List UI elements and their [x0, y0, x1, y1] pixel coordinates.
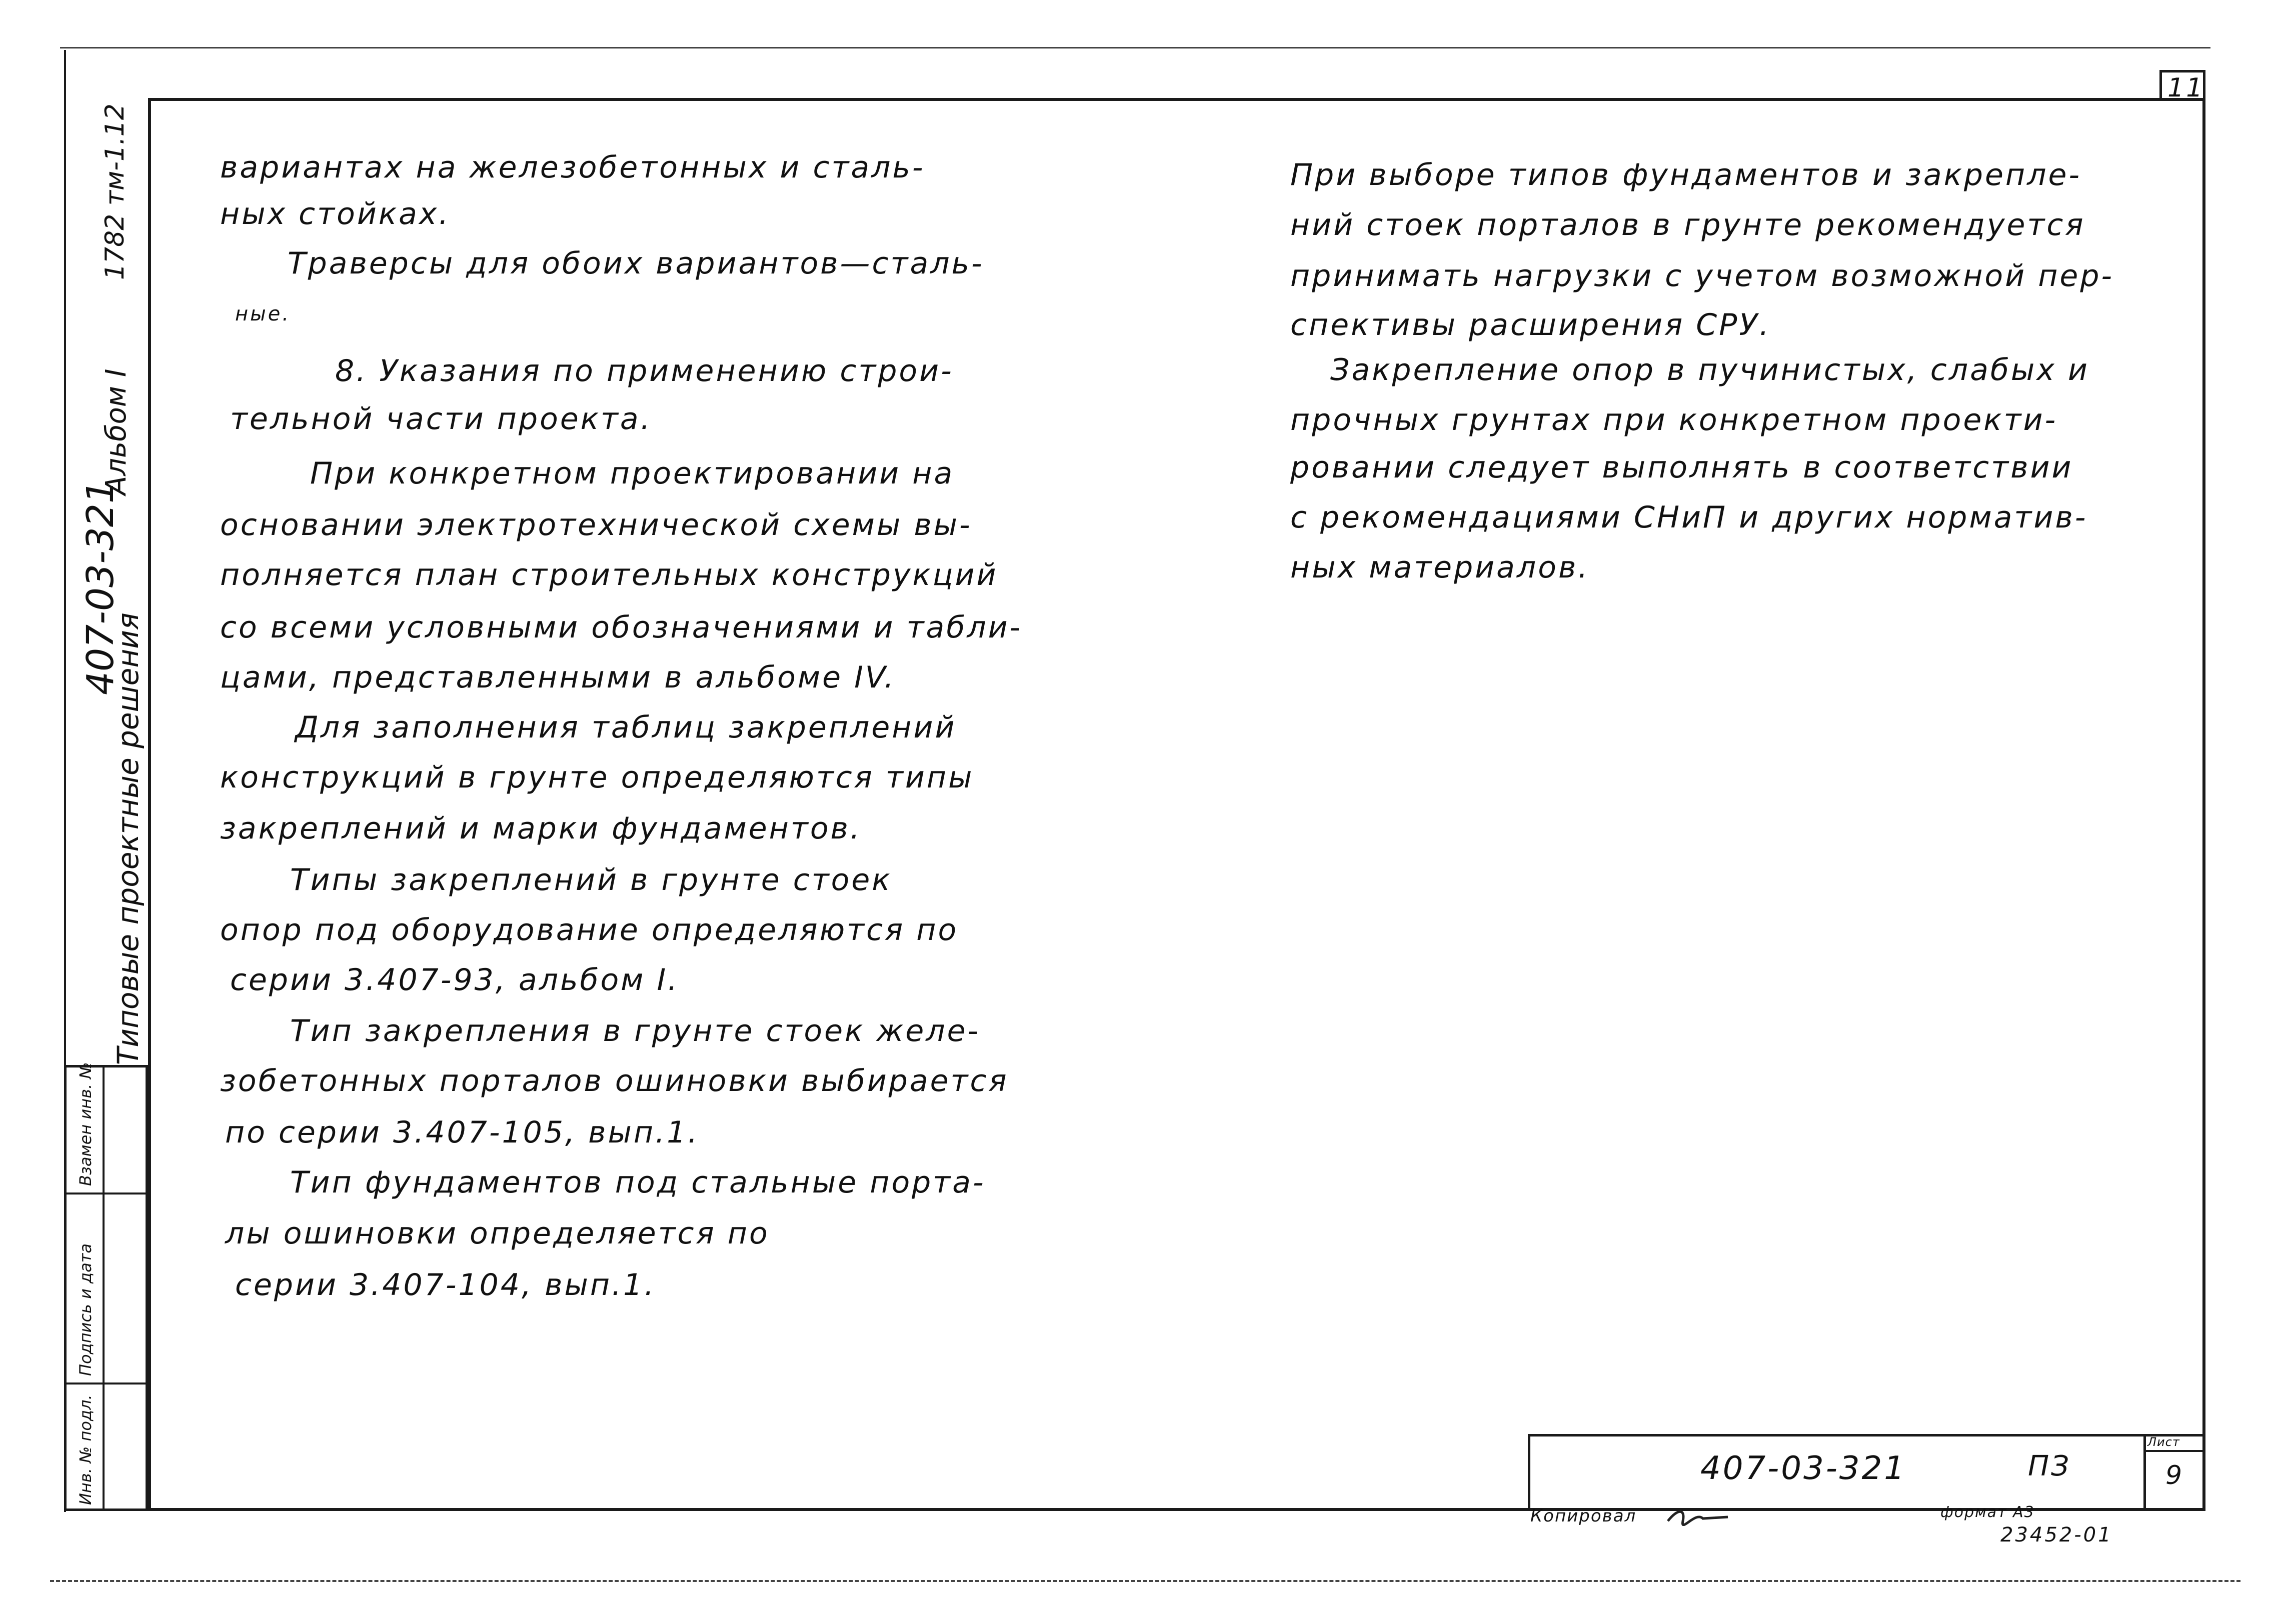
text-line: со всеми условными обозначениями и табли- [220, 610, 1023, 645]
margin-cell-inv: Инв. № подл. [76, 1394, 95, 1505]
text-line: Для заполнения таблиц закреплений [295, 710, 957, 745]
scan-bottom-edge [50, 1580, 2240, 1582]
text-line: ний стоек порталов в грунте рекомендуется [1290, 208, 2085, 242]
text-line: цами, представленными в альбоме IV. [220, 660, 896, 695]
title-block-code: 407-03-321 [1700, 1450, 1906, 1487]
text-line: Закрепление опор в пучинистых, слабых и [1330, 352, 2089, 388]
text-line: опор под оборудование определяются по [220, 912, 959, 948]
margin-cell-sign-date: Подпись и дата [76, 1243, 95, 1376]
text-line: прочных грунтах при конкретном проекти- [1290, 402, 2058, 438]
margin-standard-label: Типовые проектные решения [111, 612, 145, 1065]
text-line: по серии 3.407-105, вып.1. [225, 1115, 700, 1150]
text-line: При конкретном проектировании на [310, 456, 955, 491]
text-line: тельной части проекта. [230, 402, 652, 436]
text-line: Тип закрепления в грунте стоек желе- [290, 1014, 981, 1048]
text-line: конструкций в грунте определяются типы [220, 760, 974, 795]
scan-top-edge [60, 47, 2210, 48]
footer-copied: Копировал [1530, 1506, 1637, 1526]
text-line: основании электротехнической схемы вы- [220, 508, 972, 542]
text-line: Типы закреплений в грунте стоек [290, 862, 892, 898]
text-line: ных стойках. [220, 196, 451, 232]
text-line: Тип фундаментов под стальные порта- [290, 1165, 986, 1200]
text-line: с рекомендациями СНиП и других норматив- [1290, 500, 2088, 535]
text-line: 8. Указания по применению строи- [335, 354, 954, 388]
text-line: ных материалов. [1290, 550, 1590, 585]
margin-album-ref: 1782 тм-1.12 [100, 104, 130, 280]
text-line: серии 3.407-93, альбом I. [230, 962, 680, 998]
text-line: полняется план строительных конструкций [220, 558, 998, 592]
title-block-sheet-number: 9 [2165, 1460, 2184, 1490]
title-block-divider [2143, 1434, 2146, 1511]
margin-album-title: Альбом I [100, 368, 133, 495]
text-line: закреплений и марки фундаментов. [220, 811, 862, 846]
text-line: спективы расширения СРУ. [1290, 308, 1771, 342]
title-block-sheet-label: Лист [2147, 1435, 2180, 1449]
margin-cell-sep-2 [64, 1382, 148, 1384]
text-line: принимать нагрузки с учетом возможной пер- [1290, 258, 2114, 294]
text-line: Траверсы для обоих вариантов—сталь- [288, 246, 984, 281]
margin-cell-sep-1 [64, 1192, 148, 1194]
text-line: лы ошиновки определяется по [225, 1216, 770, 1251]
margin-cell-replace: Взамен инв. № [76, 1062, 95, 1186]
sheet-number-top: 11 [2167, 73, 2205, 103]
text-line: серии 3.407-104, вып.1. [235, 1268, 656, 1302]
text-line: ные. [235, 302, 291, 326]
text-line: зобетонных порталов ошиновки выбирается [220, 1064, 1009, 1098]
title-block-doc: ПЗ [2028, 1450, 2071, 1482]
text-line: При выборе типов фундаментов и закрепле- [1290, 158, 2082, 192]
copier-signature [1665, 1506, 1730, 1526]
margin-album-code: 407-03-321 [79, 480, 122, 695]
footer-format: формат А3 [1940, 1504, 2035, 1521]
title-block-sheet-sep [2143, 1450, 2205, 1452]
text-line: ровании следует выполнять в соответствии [1290, 450, 2073, 485]
margin-cells-divider [103, 1065, 105, 1511]
footer-order: 23452-01 [2000, 1524, 2113, 1546]
text-line: вариантах на железобетонных и сталь- [220, 150, 925, 185]
